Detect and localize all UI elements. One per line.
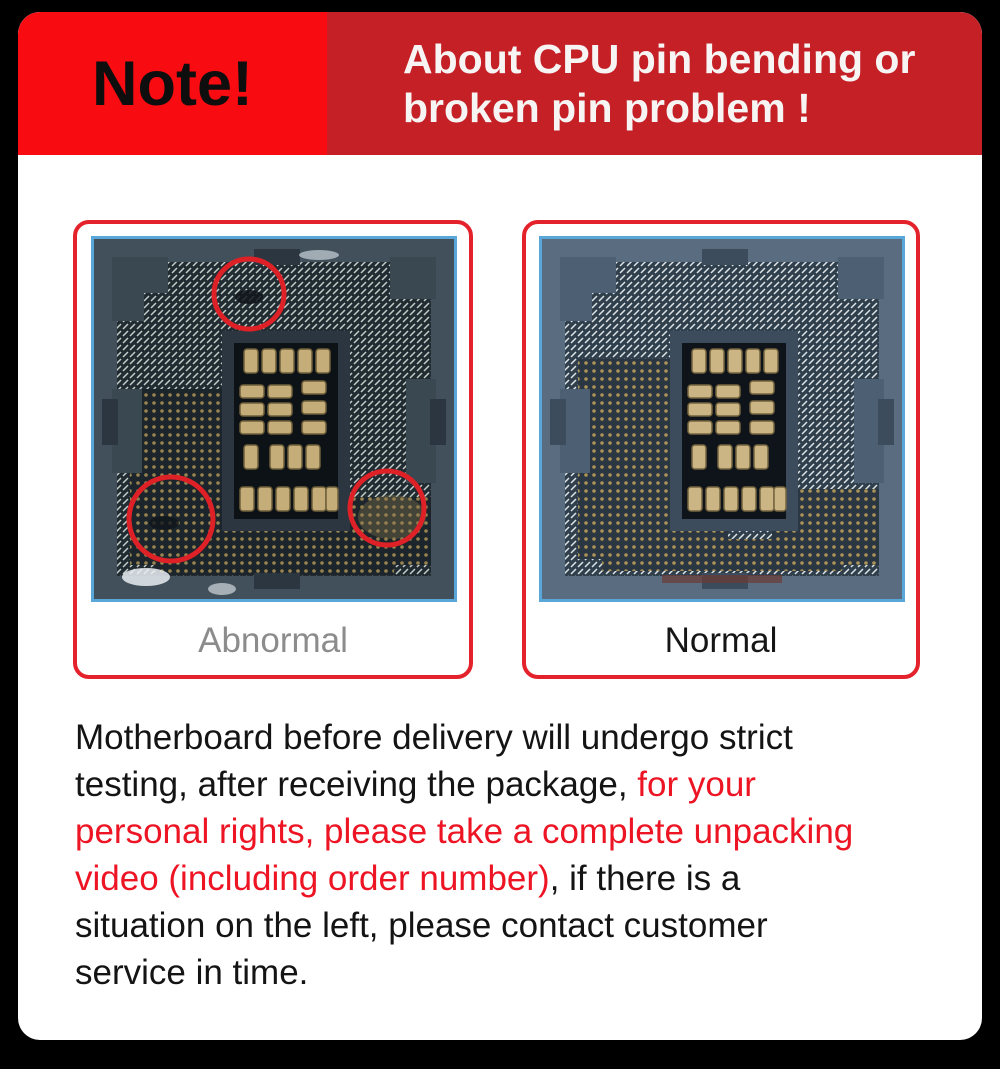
normal-panel [522, 220, 920, 679]
text-segment: service in time. [75, 953, 309, 992]
abnormal-label: Abnormal [198, 621, 348, 660]
cpu-socket-normal-graphic [542, 239, 902, 599]
abnormal-panel [73, 220, 473, 679]
text-segment: Motherboard before delivery will undergo strict [75, 718, 793, 757]
cpu-socket-abnormal-graphic [94, 239, 454, 599]
para-line [75, 714, 965, 761]
para-line [75, 855, 965, 902]
para-line [75, 902, 965, 949]
notice-banner [18, 12, 982, 155]
banner-title-line-2: broken pin problem ! [403, 84, 811, 131]
para-line [75, 761, 965, 808]
normal-label: Normal [664, 621, 778, 660]
content-card [18, 12, 982, 1040]
banner-title [327, 12, 982, 155]
description-paragraph [75, 714, 965, 996]
text-segment: , if there is a [549, 859, 741, 898]
text-segment: personal rights, please take a complete unpacking [75, 812, 854, 851]
banner-title-line-1: About CPU pin bending or [403, 35, 916, 82]
text-segment: testing, after receiving the package, [75, 765, 638, 804]
para-line [75, 808, 965, 855]
note-badge [18, 12, 327, 155]
para-line [75, 949, 965, 996]
cpu-socket-photo-normal [539, 236, 905, 602]
text-segment: video (including order number) [75, 859, 550, 898]
cpu-socket-photo-abnormal [91, 236, 457, 602]
note-label: Note! [92, 48, 253, 119]
text-segment: situation on the left, please contact customer [75, 906, 768, 945]
text-segment: for your [637, 765, 756, 804]
